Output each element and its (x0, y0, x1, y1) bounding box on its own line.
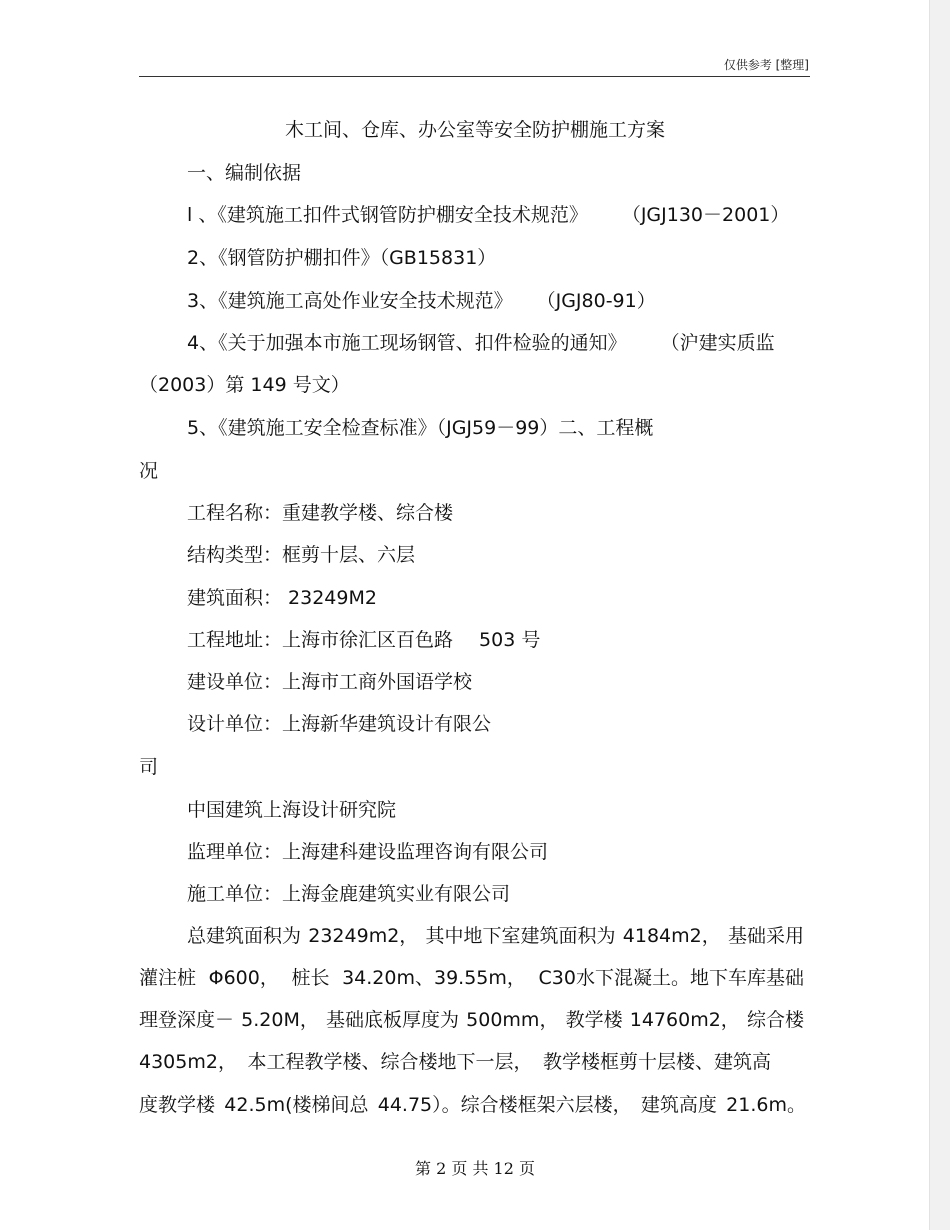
reference-code: （JGJ130－2001） (621, 204, 790, 226)
paragraph-segment: 度教学楼 (139, 1094, 216, 1116)
building-area: 建筑面积： 23249M2 (187, 587, 377, 609)
header-note: 仅供参考 [整理] (723, 58, 809, 72)
address-number: 503 号 (479, 629, 541, 651)
reference-code: （JGJ80-91） (536, 290, 656, 312)
address-label: 工程地址：上海市徐汇区百色路 (187, 629, 454, 651)
project-address (187, 627, 540, 653)
paragraph-segment: 理登深度－ (139, 1009, 235, 1031)
paragraph-segment: 21.6m。 (726, 1094, 806, 1116)
paragraph-segment: 本工程教学楼、综合楼地下一层， (247, 1051, 533, 1073)
paragraph-segment: 34.20m、39.55m， (342, 967, 526, 989)
reference-text: 4、《关于加强本市施工现场钢管、扣件检验的通知》 (187, 332, 627, 354)
reference-line (187, 288, 656, 314)
paragraph-segment: 教学楼 (565, 1009, 623, 1031)
design-unit-wrap: 司 (139, 756, 159, 778)
paragraph-segment: 42.5m(楼梯间总 (224, 1094, 369, 1116)
paragraph-segment: 14760m2， (629, 1009, 740, 1031)
reference-text: 3、《建筑施工高处作业安全技术规范》 (187, 290, 513, 312)
paragraph-segment: 44.75）。综合楼框架六层楼， (377, 1094, 632, 1116)
design-unit: 设计单位：上海新华建筑设计有限公 (187, 713, 492, 735)
paragraph-segment: 桩长 (291, 967, 330, 989)
paragraph-segment: 灌注桩 (139, 967, 197, 989)
paragraph-segment: 500mm， (466, 1009, 559, 1031)
heading-wrap: 况 (139, 460, 159, 482)
paragraph-line (139, 1007, 804, 1033)
page-number-footer: 第 2 页 共 12 页 (415, 1159, 535, 1178)
paragraph-line (187, 923, 804, 949)
reference-line: 5、《建筑施工安全检查标准》（JGJ59－99）二、工程概 (187, 417, 654, 439)
structure-type: 结构类型：框剪十层、六层 (187, 544, 416, 566)
document-title: 木工间、仓库、办公室等安全防护棚施工方案 (284, 119, 665, 141)
paragraph-segment: Φ600， (208, 967, 279, 989)
paragraph-segment: 4184m2， (622, 925, 721, 947)
paragraph-segment: 教学楼框剪十层楼、建筑高 (542, 1051, 771, 1073)
paragraph-segment: 基础采用 (727, 925, 804, 947)
paragraph-segment: 基础底板厚度为 (326, 1009, 460, 1031)
paragraph-segment: 综合楼 (746, 1009, 804, 1031)
section-heading: 一、编制依据 (187, 162, 302, 184)
reference-text: 2、《钢管防护棚扣件》（GB15831） (187, 247, 497, 269)
reference-line (187, 245, 496, 271)
paragraph-segment: C30水下混凝土。地下车库基础 (538, 967, 804, 989)
paragraph-segment: 其中地下室建筑面积为 (425, 925, 616, 947)
paragraph-segment: 23249m2， (308, 925, 419, 947)
project-name: 工程名称：重建教学楼、综合楼 (187, 502, 454, 524)
paragraph-segment: 总建筑面积为 (187, 925, 302, 947)
supervision-unit: 监理单位：上海建科建设监理咨询有限公司 (187, 841, 549, 863)
paragraph-segment: 5.20M， (241, 1009, 319, 1031)
paragraph-line (139, 1092, 806, 1118)
paragraph-segment: 4305m2， (139, 1051, 237, 1073)
reference-code: （沪建实质监 (660, 332, 775, 354)
reference-line (187, 330, 775, 356)
page-edge (929, 0, 950, 1230)
builder-unit: 建设单位：上海市工商外国语学校 (187, 671, 473, 693)
paragraph-line (139, 1049, 771, 1075)
reference-line-wrap: （2003）第 149 号文） (139, 374, 350, 396)
header-rule (139, 76, 810, 77)
construction-unit: 施工单位：上海金鹿建筑实业有限公司 (187, 883, 511, 905)
design-unit-2: 中国建筑上海设计研究院 (187, 799, 397, 821)
reference-line (187, 202, 789, 228)
paragraph-segment: 建筑高度 (640, 1094, 717, 1116)
reference-text: l 、《建筑施工扣件式钢管防护棚安全技术规范》 (187, 204, 588, 226)
paragraph-line (139, 965, 804, 991)
